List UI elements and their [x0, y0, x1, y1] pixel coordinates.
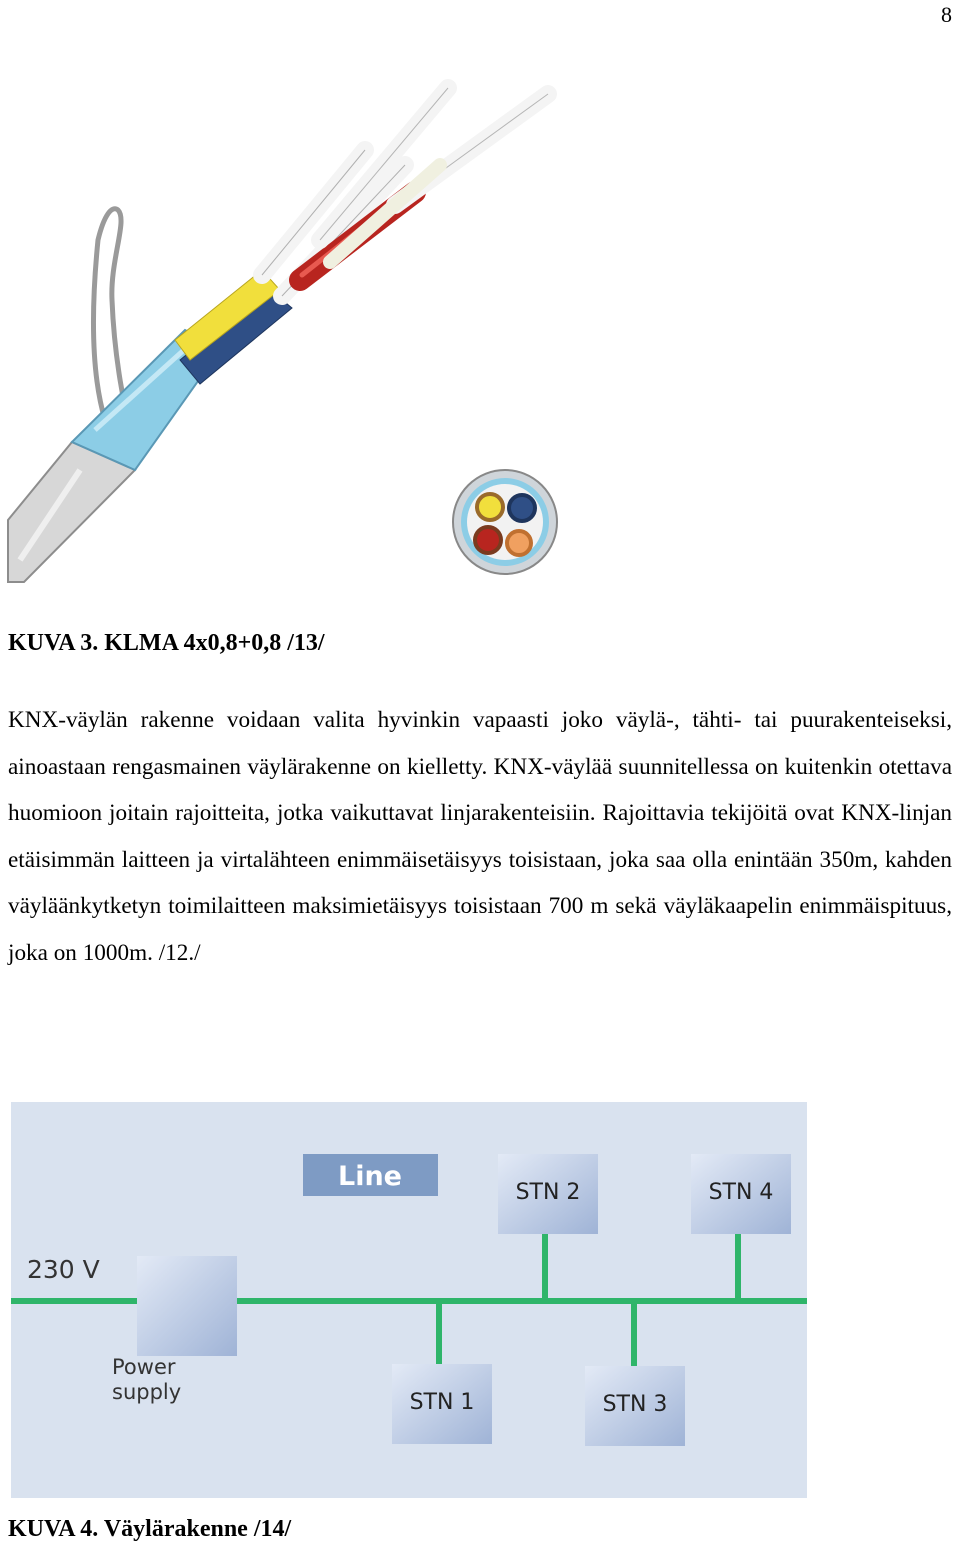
station-label-4: STN 4	[708, 1180, 774, 1205]
cable-cross-section	[453, 470, 557, 574]
bus-structure-diagram	[11, 1102, 807, 1498]
station-label-2: STN 2	[515, 1180, 581, 1205]
cable-sheath	[8, 442, 135, 582]
page-number: 8	[941, 2, 952, 27]
figure-caption-3: KUVA 3. KLMA 4x0,8+0,8 /13/	[8, 630, 325, 656]
power-supply-label-line1: Power	[112, 1355, 176, 1379]
voltage-label: 230 V	[27, 1255, 100, 1284]
power-supply-box	[137, 1256, 237, 1356]
figure-caption-4: KUVA 4. Väylärakenne /14/	[8, 1516, 292, 1542]
line-label: Line	[338, 1161, 402, 1192]
body-paragraph: KNX-väylän rakenne voidaan valita hyvinkin vapaasti joko väylä-, tähti- tai puurakenteiseksi, ainoastaan rengasmainen väylärakenne on kielletty. KNX-väylää suunnitellessa on kuitenkin otettava huomioon joitain rajoitteita, jotka vaikuttavat linjarakenteisiin. Rajoittavia tekijöitä ovat KNX-linjan etäisimmän laitteen ja virtalähteen enimmäisetäisyys toisistaan, joka saa olla enintään 350m, kahden väyläänkytketyn toimilaitteen maksimietäisyys toisistaan 700 m sekä väyläkaapelin enimmäispituus, joka on 1000m. /12./	[8, 707, 952, 966]
station-label-1: STN 1	[409, 1390, 475, 1415]
cable-illustration	[0, 60, 960, 600]
station-label-3: STN 3	[602, 1392, 668, 1417]
power-supply-label-line2: supply	[112, 1380, 182, 1404]
